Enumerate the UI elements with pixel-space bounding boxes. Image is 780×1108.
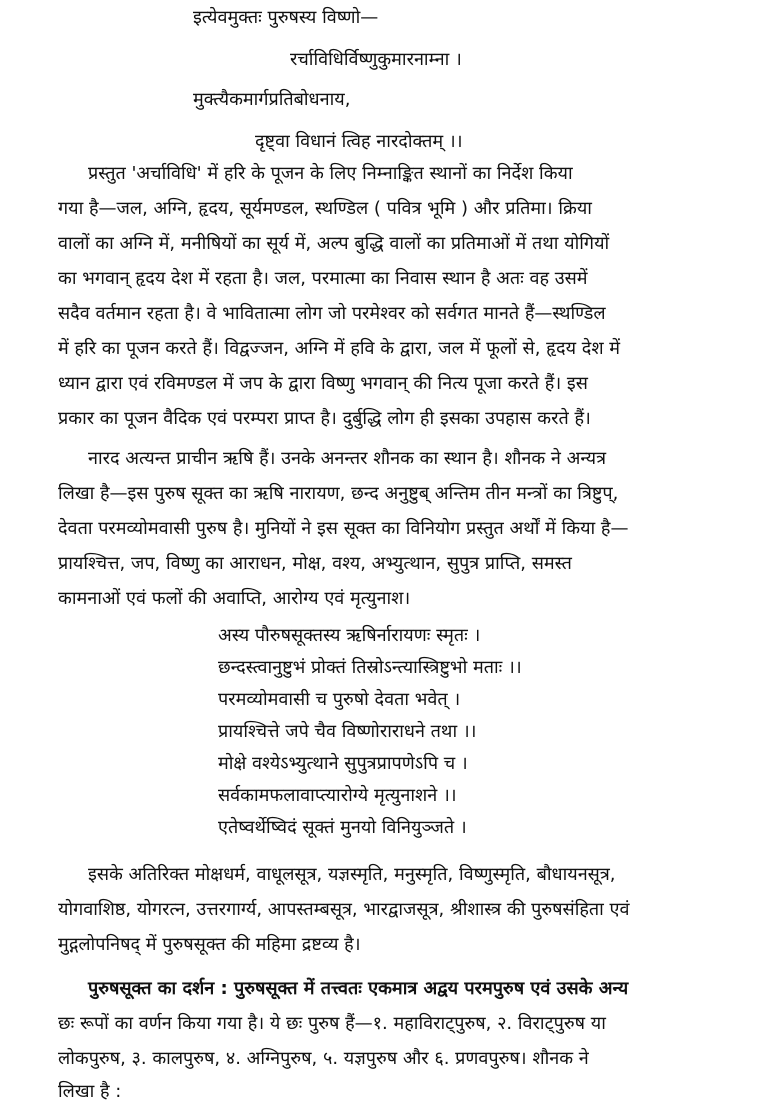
paragraph-line: इसके अतिरिक्त मोक्षधर्म, वाधूलसूत्र, यज्ञस्मृति, मनुस्मृति, विष्णुस्मृति, बौधायनसूत्र, [88,864,616,885]
paragraph-line: का भगवान् हृदय देश में रहता है। जल, परमात्मा का निवास स्थान है अतः वह उसमें [58,268,588,289]
shloka-line: सर्वकामफलावाप्त्यारोग्ये मृत्युनाशने ।। [218,785,457,806]
paragraph-line: लोकपुरुष, ३. कालपुरुष, ४. अग्निपुरुष, ५. यज्ञपुरुष और ६. प्रणवपुरुष। शौनक ने [58,1048,589,1069]
paragraph-line: गया है—जल, अग्नि, हृदय, सूर्यमण्डल, स्थण्डिल ( पवित्र भूमि ) और प्रतिमा। क्रिया [58,198,592,219]
shloka-line: परमव्योमवासी च पुरुषो देवता भवेत् । [218,689,461,710]
paragraph-line: लिखा है—इस पुरुष सूक्त का ऋषि नारायण, छन्द अनुष्टुब् अन्तिम तीन मन्त्रों का त्रिष्टुप्, [58,483,619,504]
verse-line: मुक्त्यैकमार्गप्रतिबोधनाय, [193,89,351,110]
shloka-line: अस्य पौरुषसूक्तस्य ऋषिर्नारायणः स्मृतः । [218,625,481,646]
verse-line: दृष्ट्वा विधानं त्विह नारदोक्तम् ।। [255,131,463,152]
paragraph-line: योगवाशिष्ठ, योगरत्न, उत्तरगार्ग्य, आपस्तम्बसूत्र, भारद्वाजसूत्र, श्रीशास्त्र की पुरुषसंहिता एवं [58,899,630,920]
shloka-line: मोक्षे वश्येऽभ्युत्थाने सुपुत्रप्रापणेऽपि च । [218,753,468,774]
shloka-line: छन्दस्त्वानुष्टुभं प्रोक्तं तिस्रोऽन्त्यास्त्रिष्टुभो मताः ।। [218,657,522,678]
paragraph-line: प्रकार का पूजन वैदिक एवं परम्परा प्राप्त है। दुर्बुद्धि लोग ही इसका उपहास करते हैं। [58,408,591,429]
paragraph-line: में हरि का पूजन करते हैं। विद्वज्जन, अग्नि में हवि के द्वारा, जल में फूलों से, हृदय देश में [58,338,621,359]
verse-line: रर्चाविधिर्विष्णुकुमारनाम्ना । [290,49,462,70]
paragraph-line: वालों का अग्नि में, मनीषियों का सूर्य में, अल्प बुद्धि वालों का प्रतिमाओं में तथा योगियों [58,233,610,254]
paragraph-line: सदैव वर्तमान रहता है। वे भावितात्मा लोग जो परमेश्वर को सर्वगत मानते हैं—स्थण्डिल [58,303,606,324]
shloka-line: एतेष्वर्थेष्विदं सूक्तं मुनयो विनियुञ्जते । [218,817,467,838]
paragraph-line: कामनाओं एवं फलों की अवाप्ति, आरोग्य एवं मृत्युनाश। [58,588,411,609]
paragraph-line: छः रूपों का वर्णन किया गया है। ये छः पुरुष हैं—१. महाविराट्पुरुष, २. विराट्पुरुष या [58,1013,606,1034]
paragraph-line: मुद्गलोपनिषद् में पुरुषसूक्त की महिमा द्रष्टव्य है। [58,934,361,955]
paragraph-line: नारद अत्यन्त प्राचीन ऋषि हैं। उनके अनन्तर शौनक का स्थान है। शौनक ने अन्यत्र [88,448,607,469]
section-heading-line: पुरुषसूक्त का दर्शन : पुरुषसूक्त में तत्त्वतः एकमात्र अद्वय परमपुरुष एवं उसके अन्य [88,978,629,999]
paragraph-line: प्रायश्चित्त, जप, विष्णु का आराधन, मोक्ष, वश्य, अभ्युत्थान, सुपुत्र प्राप्ति, समस्त [58,553,572,574]
paragraph-line: ध्यान द्वारा एवं रविमण्डल में जप के द्वारा विष्णु भगवान् की नित्य पूजा करते हैं। इस [58,373,588,394]
paragraph-line: प्रस्तुत 'अर्चाविधि' में हरि के पूजन के लिए निम्नाङ्कित स्थानों का निर्देश किया [88,163,573,184]
shloka-line: प्रायश्चित्ते जपे चैव विष्णोराराधने तथा ।। [218,721,477,742]
paragraph-line: देवता परमव्योमवासी पुरुष है। मुनियों ने इस सूक्त का विनियोग प्रस्तुत अर्थों में किया है— [58,518,629,539]
paragraph-line: लिखा है : [58,1081,122,1102]
verse-line: इत्येवमुक्तः पुरुषस्य विष्णो— [193,7,379,28]
